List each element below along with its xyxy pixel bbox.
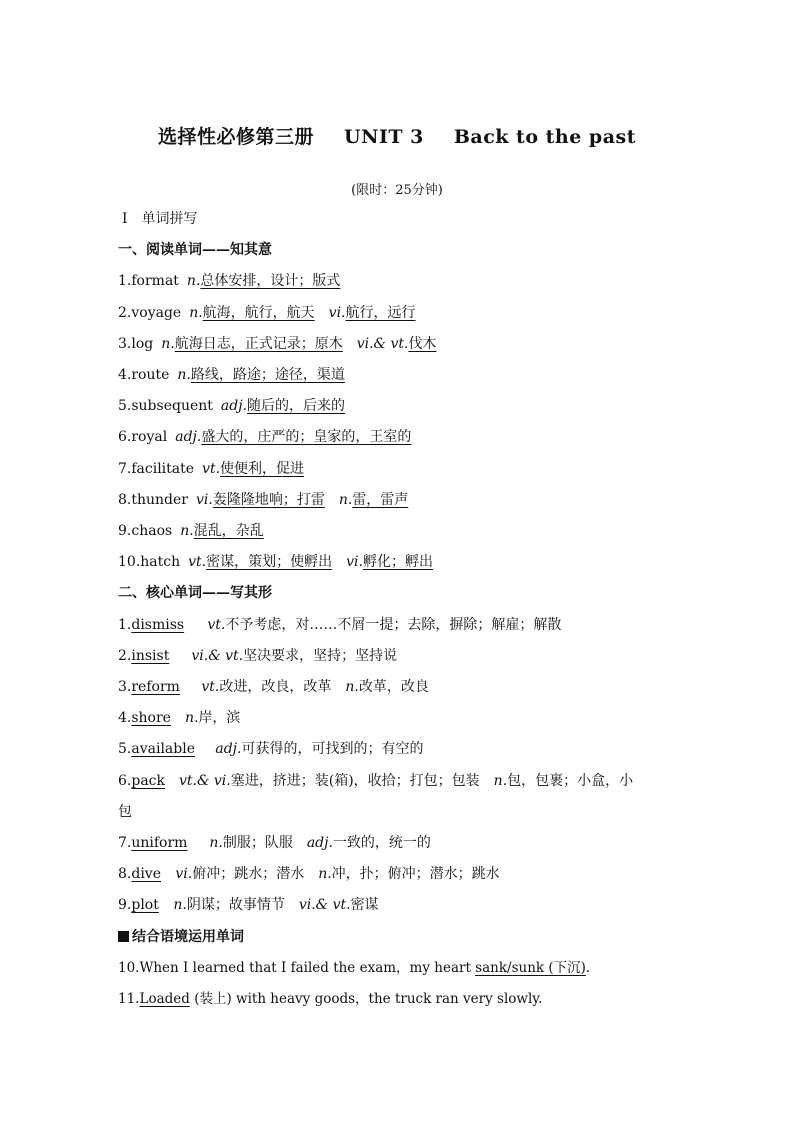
section-roman: Ⅰ bbox=[122, 211, 128, 227]
list-item: 4.shore n.岸，滨 bbox=[118, 710, 241, 726]
answer-blank: reform bbox=[131, 679, 180, 695]
list-item-continued: 包 bbox=[118, 804, 132, 820]
list-item: 6.pack vt.& vi.塞进，挤进；装(箱)，收拾；打包；包装 n.包，包裹；小盒，小 bbox=[118, 773, 634, 789]
list-item: 9.chaos n.混乱，杂乱 bbox=[118, 523, 264, 539]
square-bullet-icon bbox=[118, 931, 129, 942]
list-item: 11.Loaded (装上) with heavy goods，the truck ran very slowly. bbox=[118, 991, 543, 1007]
list-item: 9.plot n.阴谋；故事情节 vi.& vt.密谋 bbox=[118, 897, 379, 913]
list-item: 7.uniform n.制服；队服 adj.一致的，统一的 bbox=[118, 835, 431, 851]
list-item: 10.hatch vt.密谋，策划；使孵出 vi.孵化；孵出 bbox=[118, 554, 433, 570]
section-heading bbox=[118, 209, 683, 229]
part2-heading: 二、核心单词——写其形 bbox=[118, 585, 272, 601]
answer-blank: dive bbox=[131, 866, 161, 882]
answer-blank: shore bbox=[131, 710, 171, 726]
answer-blank: sank/sunk bbox=[475, 960, 549, 976]
list-item: 3.log n.航海日志，正式记录；原木 vi.& vt.伐木 bbox=[118, 336, 437, 352]
list-item: 6.royal adj.盛大的，庄严的；皇家的，王室的 bbox=[118, 429, 412, 445]
title-unit: UNIT 3 bbox=[344, 126, 424, 148]
answer-blank: uniform bbox=[131, 835, 188, 851]
list-item: 5.subsequent adj.随后的，后来的 bbox=[118, 398, 346, 414]
part1-heading: 一、阅读单词——知其意 bbox=[118, 242, 272, 258]
list-item: 8.dive vi.俯冲；跳水；潜水 n.冲，扑；俯冲；潜水；跳水 bbox=[118, 866, 500, 882]
answer-blank: available bbox=[131, 741, 195, 757]
title-name: Back to the past bbox=[453, 126, 636, 148]
list-item: 1.dismiss vt.不予考虑，对……不屑一提；去除，摒除；解雇；解散 bbox=[118, 617, 562, 633]
answer-blank: Loaded bbox=[139, 991, 190, 1007]
part3-heading: 结合语境运用单词 bbox=[118, 927, 683, 947]
answer-blank: insist bbox=[131, 648, 170, 664]
page-title bbox=[0, 122, 794, 149]
list-item: 7.facilitate vt.使便利，促进 bbox=[118, 461, 305, 477]
list-item: 2.insist vi.& vt.坚决要求，坚持；坚持说 bbox=[118, 648, 398, 664]
list-item: 5.available adj.可获得的，可找到的；有空的 bbox=[118, 741, 424, 757]
list-item: 4.route n.路线，路途；途径，渠道 bbox=[118, 367, 345, 383]
answer-blank: plot bbox=[131, 897, 159, 913]
list-item: 8.thunder vi.轰隆隆地响；打雷 n.雷，雷声 bbox=[118, 492, 409, 508]
list-item: 2.voyage n.航海，航行，航天 vi.航行，远行 bbox=[118, 305, 416, 321]
list-item: 1.format n.总体安排，设计；版式 bbox=[118, 273, 341, 289]
answer-blank: dismiss bbox=[131, 617, 185, 633]
list-item: 3.reform vt.改进，改良，改革 n.改革，改良 bbox=[118, 679, 429, 695]
time-limit: (限时：25分钟) bbox=[351, 183, 443, 198]
title-cn: 选择性必修第三册 bbox=[158, 126, 315, 148]
answer-blank: pack bbox=[131, 773, 165, 789]
section-label: 单词拼写 bbox=[141, 211, 198, 227]
list-item: 10.When I learned that I failed the exam，my heart sank/sunk (下沉). bbox=[118, 960, 591, 976]
